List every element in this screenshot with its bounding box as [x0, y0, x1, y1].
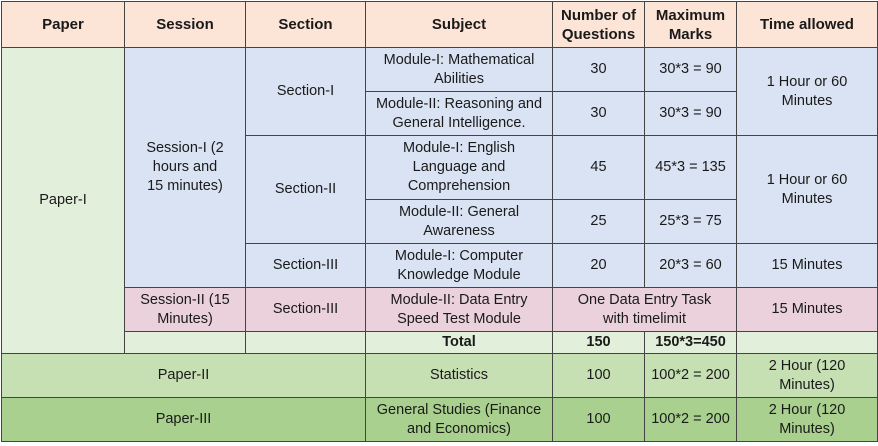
section3a-cell: Section-III — [246, 244, 366, 288]
session2-cell: Session-II (15 Minutes) — [125, 288, 246, 332]
subject-cell: Module-II: General Awareness — [366, 200, 553, 244]
total-marks: 150*3=450 — [645, 332, 737, 354]
paper2-row — [2, 354, 878, 398]
section2-cell: Section-II — [246, 136, 366, 244]
marks-cell: 25*3 = 75 — [645, 200, 737, 244]
subject-cell: Module-II: Data Entry Speed Test Module — [366, 288, 553, 332]
header-session: Session — [125, 2, 246, 48]
marks-cell: 20*3 = 60 — [645, 244, 737, 288]
header-time-allowed: Time allowed — [737, 2, 878, 48]
exam-pattern-table — [1, 1, 878, 442]
section3b-cell: Section-III — [246, 288, 366, 332]
questions-cell: 20 — [553, 244, 645, 288]
subject-cell: Module-I: Computer Knowledge Module — [366, 244, 553, 288]
data-entry-task-cell: One Data Entry Task with timelimit — [553, 288, 737, 332]
marks-cell: 30*3 = 90 — [645, 48, 737, 92]
header-num-questions: Number of Questions — [553, 2, 645, 48]
subject-cell: General Studies (Finance and Economics) — [366, 398, 553, 442]
paper3-row — [2, 398, 878, 442]
questions-cell: 30 — [553, 48, 645, 92]
section1-cell: Section-I — [246, 48, 366, 136]
questions-cell: 45 — [553, 136, 645, 200]
paper1-cell: Paper-I — [2, 48, 125, 354]
total-row — [2, 332, 878, 354]
empty-cell — [737, 332, 878, 354]
time-cell: 15 Minutes — [737, 244, 878, 288]
header-paper: Paper — [2, 2, 125, 48]
time-cell: 2 Hour (120 Minutes) — [737, 398, 878, 442]
header-section: Section — [246, 2, 366, 48]
total-questions: 150 — [553, 332, 645, 354]
empty-cell — [246, 332, 366, 354]
time-cell: 15 Minutes — [737, 288, 878, 332]
questions-cell: 100 — [553, 354, 645, 398]
marks-cell: 30*3 = 90 — [645, 92, 737, 136]
header-max-marks: Maximum Marks — [645, 2, 737, 48]
paper2-cell: Paper-II — [2, 354, 366, 398]
total-label: Total — [366, 332, 553, 354]
subject-cell: Module-I: Mathematical Abilities — [366, 48, 553, 92]
time-cell: 2 Hour (120 Minutes) — [737, 354, 878, 398]
header-subject: Subject — [366, 2, 553, 48]
paper3-cell: Paper-III — [2, 398, 366, 442]
subject-cell: Module-I: English Language and Comprehension — [366, 136, 553, 200]
marks-cell: 45*3 = 135 — [645, 136, 737, 200]
questions-cell: 25 — [553, 200, 645, 244]
subject-cell: Module-II: Reasoning and General Intelligence. — [366, 92, 553, 136]
time-cell: 1 Hour or 60 Minutes — [737, 136, 878, 244]
marks-cell: 100*2 = 200 — [645, 398, 737, 442]
header-row — [2, 2, 878, 48]
empty-cell — [125, 332, 246, 354]
table-row — [2, 48, 878, 92]
subject-cell: Statistics — [366, 354, 553, 398]
questions-cell: 30 — [553, 92, 645, 136]
marks-cell: 100*2 = 200 — [645, 354, 737, 398]
table-row — [2, 288, 878, 332]
session1-cell: Session-I (2 hours and 15 minutes) — [125, 48, 246, 288]
time-cell: 1 Hour or 60 Minutes — [737, 48, 878, 136]
questions-cell: 100 — [553, 398, 645, 442]
